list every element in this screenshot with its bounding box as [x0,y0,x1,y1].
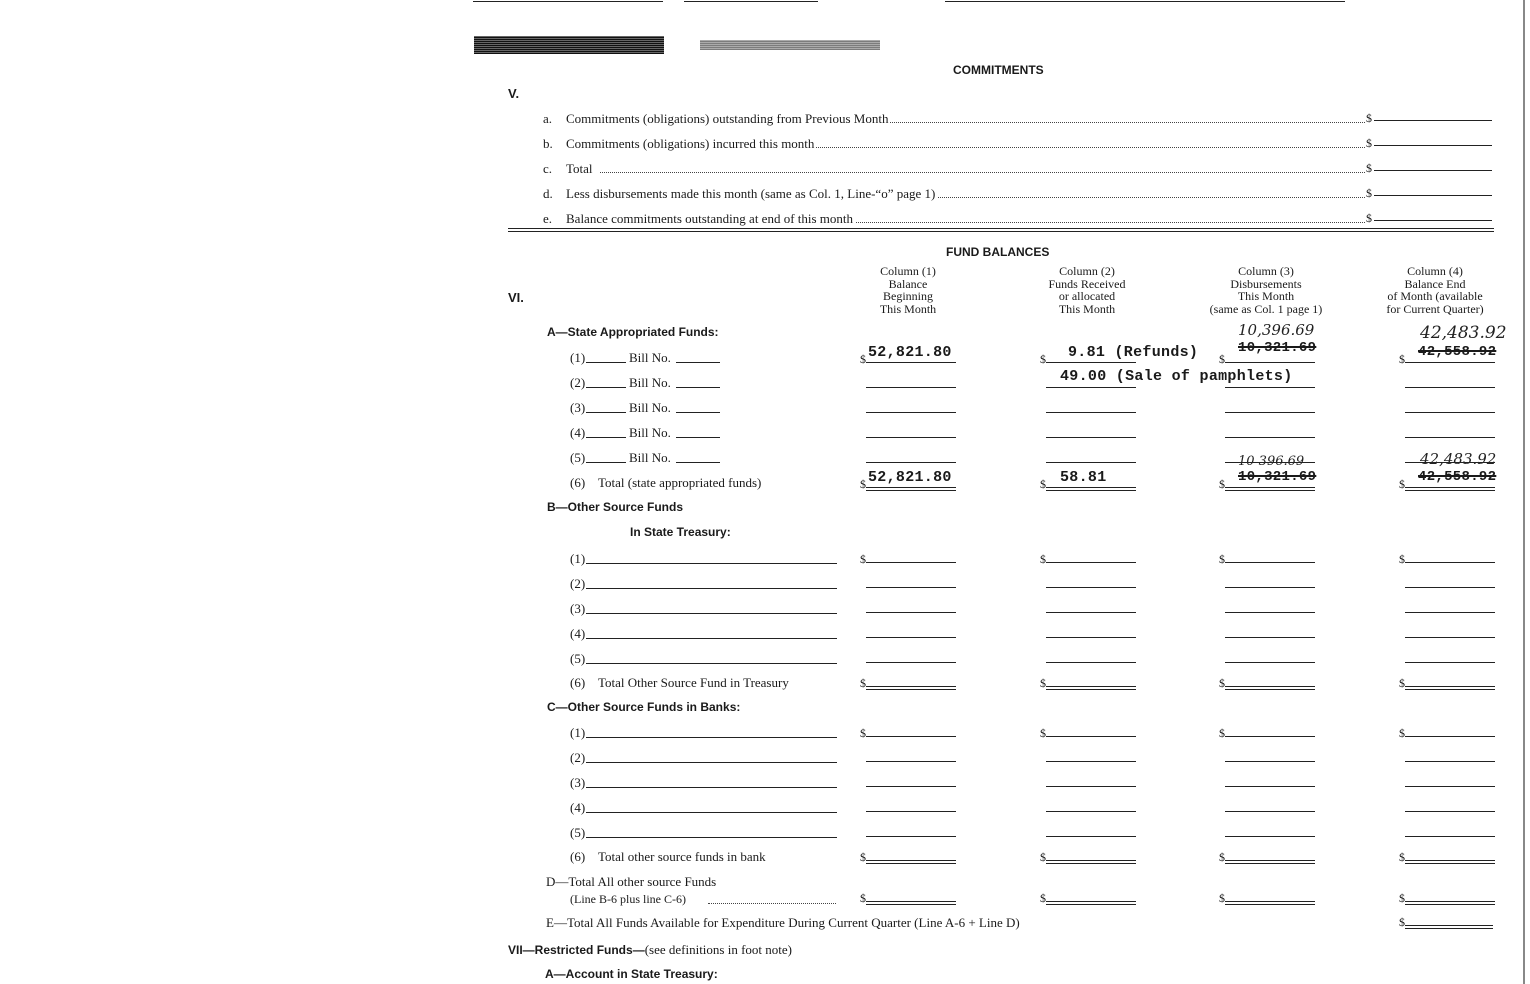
column-3-amount-field[interactable] [1225,686,1315,687]
a1-col1-value: 52,821.80 [868,344,952,361]
column-3-amount-field[interactable] [1225,487,1315,488]
d-line1: D—Total All other source Funds [546,874,717,889]
currency-sign: $ [1040,477,1046,491]
column-2-amount-field[interactable] [1046,901,1136,902]
column-2-amount-field[interactable] [1046,637,1136,638]
currency-sign: $ [1399,726,1405,740]
column-4-amount-field[interactable] [1405,462,1495,463]
column-2-amount-field[interactable] [1046,437,1136,438]
column-3-amount-field[interactable] [1225,860,1315,861]
bill-blank[interactable] [586,412,626,413]
column-1-amount-field[interactable] [866,662,956,663]
total-double-rule [866,490,956,491]
commitment-amount-field[interactable] [1374,145,1492,146]
bill-no-field[interactable] [676,387,720,388]
bank-source-field[interactable] [586,837,837,838]
bill-no-label: Bill No. [629,450,671,465]
top-rule [473,1,663,2]
bill-no-field[interactable] [676,412,720,413]
a1-col4-handwritten: 42,483.92 [1420,323,1507,343]
commitment-label: Less disbursements made this month (same as Col. 1, Line-“o” page 1) [566,186,936,201]
column-2-amount-field[interactable] [1046,562,1136,563]
treasury-row-number: (3) [570,601,586,616]
column-3-amount-field[interactable] [1225,587,1315,588]
column-2-amount-field[interactable] [1046,860,1136,861]
currency-sign: $ [860,726,866,740]
column-3-amount-field[interactable] [1225,412,1315,413]
commitment-label: Balance commitments outstanding at end of this month [566,211,854,226]
column-4-amount-field[interactable] [1405,836,1495,837]
column-4-amount-field[interactable] [1405,412,1495,413]
currency-sign: $ [1219,676,1225,690]
column-4-amount-field[interactable] [1405,811,1495,812]
column-3-amount-field[interactable] [1225,387,1315,388]
redaction-bar [700,40,880,50]
a1-col2-value: 9.81 (Refunds) [1068,344,1199,361]
commitment-currency: $ [1366,211,1372,225]
bill-no-label: Bill No. [629,400,671,415]
bill-row-number: (2) [570,375,586,390]
total-double-rule [1225,490,1315,491]
column-2-amount-field[interactable] [1046,362,1136,363]
bill-blank[interactable] [586,387,626,388]
redaction-bar [474,36,664,54]
column-2-amount-field[interactable] [1046,587,1136,588]
bank-row-number: (5) [570,825,586,840]
column-2-amount-field[interactable] [1046,686,1136,687]
bank-row-number: (3) [570,775,586,790]
currency-sign: $ [1399,552,1405,566]
currency-sign: $ [1040,891,1046,905]
column-header-line: Column (4) [1407,264,1463,278]
bill-blank[interactable] [586,362,626,363]
column-1-amount-field[interactable] [866,362,956,363]
currency-sign: $ [1219,352,1225,366]
commitment-letter: b. [543,136,553,151]
in-state-treasury-subtitle: In State Treasury: [630,525,731,539]
column-3-header [1181,265,1351,315]
section-vi-label: VI. [508,290,524,305]
column-4-amount-field[interactable] [1405,901,1495,902]
column-1-amount-field[interactable] [866,412,956,413]
treasury-source-field[interactable] [586,563,837,564]
column-1-amount-field[interactable] [866,437,956,438]
scan-edge [1523,0,1525,984]
column-4-amount-field[interactable] [1405,562,1495,563]
column-header-line: Beginning [883,289,933,303]
bank-row-number: (1) [570,725,586,740]
currency-sign: $ [1040,352,1046,366]
bill-blank[interactable] [586,437,626,438]
column-1-amount-field[interactable] [866,736,956,737]
total-double-rule [1046,904,1136,905]
total-double-rule [866,904,956,905]
currency-sign: $ [1040,676,1046,690]
currency-sign: $ [1399,891,1405,905]
bill-row-number: (5) [570,450,586,465]
column-4-amount-field[interactable] [1405,637,1495,638]
currency-sign: $ [1399,477,1405,491]
a6-col1-value: 52,821.80 [868,469,952,486]
bill-row-number: (1) [570,350,586,365]
treasury-row-number: (2) [570,576,586,591]
column-3-amount-field[interactable] [1225,901,1315,902]
column-3-amount-field[interactable] [1225,637,1315,638]
column-3-amount-field[interactable] [1225,362,1315,363]
bank-source-field[interactable] [586,737,837,738]
column-4-amount-field[interactable] [1405,387,1495,388]
a6-col3-handwritten: 10 396.69 [1238,454,1305,469]
e-line: E—Total All Funds Available for Expenditure During Current Quarter (Line A-6 + Line D) [546,915,1020,930]
treasury-source-field[interactable] [586,663,837,664]
currency-sign: $ [860,891,866,905]
banks-title: C—Other Source Funds in Banks: [547,700,741,714]
bill-no-label: Bill No. [629,350,671,365]
commitment-amount-field[interactable] [1374,195,1492,196]
total-double-rule [1225,689,1315,690]
column-3-amount-field[interactable] [1225,562,1315,563]
bill-blank[interactable] [586,462,626,463]
column-3-amount-field[interactable] [1225,811,1315,812]
column-1-amount-field[interactable] [866,761,956,762]
bill-no-field[interactable] [676,437,720,438]
total-double-rule [1405,863,1495,864]
double-rule [508,231,1494,232]
commitment-amount-field[interactable] [1374,220,1492,221]
commitment-letter: e. [543,211,553,226]
total-double-rule [1046,490,1136,491]
column-header-line: Disbursements [1230,276,1302,291]
currency-sign: $ [1219,552,1225,566]
top-rule [945,1,1345,2]
commitment-amount-field[interactable] [1374,120,1492,121]
column-4-amount-field[interactable] [1405,786,1495,787]
bank-row-number: (4) [570,800,586,815]
column-header-line: This Month [879,301,937,316]
column-2-amount-field[interactable] [1046,736,1136,737]
bill-row-number: (3) [570,400,586,415]
currency-sign: $ [1399,352,1405,366]
currency-sign: $ [860,850,866,864]
total-double-rule [1225,863,1315,864]
column-header-line: This Month [1237,289,1295,303]
column-2-amount-field[interactable] [1046,836,1136,837]
column-1-amount-field[interactable] [866,562,956,563]
column-4-amount-field[interactable] [1405,662,1495,663]
a6-col4-handwritten: 42,483.92 [1420,450,1497,468]
column-header-line: This Month [1058,301,1116,316]
currency-sign: $ [1219,850,1225,864]
commitment-label: Total [566,161,593,176]
total-double-rule [1405,689,1495,690]
b-total-label: Total Other Source Fund in Treasury [598,675,789,690]
a6-col3-struck-value: 10,321.69 [1238,469,1317,485]
currency-sign: $ [1219,726,1225,740]
column-header-line: Balance [888,276,928,291]
column-3-amount-field[interactable] [1225,437,1315,438]
bank-source-field[interactable] [586,812,837,813]
treasury-row-number: (4) [570,626,586,641]
column-2-amount-field[interactable] [1046,761,1136,762]
column-1-amount-field[interactable] [866,686,956,687]
treasury-source-field[interactable] [586,613,837,614]
column-2-amount-field[interactable] [1046,412,1136,413]
commitment-letter: d. [543,186,553,201]
currency-sign: $ [1219,891,1225,905]
a-total-label: Total (state appropriated funds) [598,475,762,490]
bill-no-field[interactable] [676,362,720,363]
total-double-rule [866,863,956,864]
total-double-rule [1405,904,1495,905]
column-4-amount-field[interactable] [1405,761,1495,762]
column-3-amount-field[interactable] [1225,761,1315,762]
treasury-row-number: (5) [570,651,586,666]
treasury-row-number: (1) [570,551,586,566]
bank-source-field[interactable] [586,787,837,788]
column-1-amount-field[interactable] [866,811,956,812]
column-2-amount-field[interactable] [1046,462,1136,463]
commitment-currency: $ [1366,136,1372,150]
currency-sign: $ [860,552,866,566]
commitment-leader [600,172,1365,173]
column-2-header [1002,265,1172,315]
column-4-amount-field[interactable] [1405,437,1495,438]
a1-col4-struck-value: 42,558.92 [1418,344,1497,360]
column-4-amount-field[interactable] [1405,362,1495,363]
b-total-number: (6) [570,675,586,690]
treasury-source-field[interactable] [586,588,837,589]
column-2-amount-field[interactable] [1046,811,1136,812]
column-3-amount-field[interactable] [1225,662,1315,663]
column-2-amount-field[interactable] [1046,662,1136,663]
section-v-label: V. [508,86,520,101]
column-4-amount-field[interactable] [1405,612,1495,613]
column-1-amount-field[interactable] [866,786,956,787]
commitment-letter: a. [543,111,553,126]
section-vii-label [508,942,792,958]
a6-col2-value: 58.81 [1060,469,1107,486]
column-4-amount-field[interactable] [1405,860,1495,861]
column-header-line: Column (1) [880,264,936,278]
column-header-line: of Month (available [1387,289,1483,303]
commitments-title: COMMITMENTS [953,63,1044,77]
column-4-amount-field[interactable] [1405,487,1495,488]
state-appropriated-title: A—State Appropriated Funds: [547,325,719,339]
column-1-amount-field[interactable] [866,860,956,861]
total-double-rule [1046,689,1136,690]
column-2-amount-field[interactable] [1046,487,1136,488]
column-3-amount-field[interactable] [1225,836,1315,837]
c-total-number: (6) [570,849,586,864]
column-2-amount-field[interactable] [1046,387,1136,388]
column-1-amount-field[interactable] [866,387,956,388]
e-total-field[interactable] [1405,925,1493,926]
commitment-amount-field[interactable] [1374,170,1492,171]
column-1-amount-field[interactable] [866,587,956,588]
d-leader [708,903,836,904]
currency-sign: $ [1040,850,1046,864]
c-total-label: Total other source funds in bank [598,849,766,864]
state-treasury-account-title: A—Account in State Treasury: [545,967,718,981]
commitment-currency: $ [1366,186,1372,200]
a6-col4-struck-value: 42,558.92 [1418,469,1497,485]
column-1-amount-field[interactable] [866,487,956,488]
column-3-amount-field[interactable] [1225,462,1315,463]
column-1-header [823,265,993,315]
column-header-line: Column (2) [1059,264,1115,278]
top-rule [684,1,818,2]
column-2-amount-field[interactable] [1046,786,1136,787]
column-4-header [1350,265,1520,315]
column-3-amount-field[interactable] [1225,786,1315,787]
currency-sign: $ [1040,726,1046,740]
currency-sign: $ [860,352,866,366]
column-4-amount-field[interactable] [1405,587,1495,588]
column-header-line: or allocated [1058,289,1116,303]
currency-sign: $ [860,676,866,690]
currency-sign: $ [1040,552,1046,566]
commitment-currency: $ [1366,111,1372,125]
restricted-note: (see definitions in foot note) [644,942,792,957]
fund-balances-title: FUND BALANCES [946,245,1050,259]
bill-no-field[interactable] [676,462,720,463]
total-double-rule [866,689,956,690]
bill-no-label: Bill No. [629,375,671,390]
column-3-amount-field[interactable] [1225,612,1315,613]
bank-source-field[interactable] [586,762,837,763]
total-double-rule [1405,490,1495,491]
restricted-title: —Restricted Funds— [522,943,645,957]
column-header-line: for Current Quarter) [1386,301,1484,316]
commitment-label: Commitments (obligations) incurred this month [566,136,815,151]
double-rule [508,228,1494,229]
column-1-amount-field[interactable] [866,637,956,638]
bank-row-number: (2) [570,750,586,765]
column-1-amount-field[interactable] [866,462,956,463]
column-1-amount-field[interactable] [866,901,956,902]
column-header-line: (same as Col. 1 page 1) [1209,301,1323,316]
section-vii-number: VII [508,943,523,957]
currency-sign: $ [860,477,866,491]
treasury-source-field[interactable] [586,638,837,639]
bill-no-label: Bill No. [629,425,671,440]
currency-sign: $ [1399,850,1405,864]
column-header-line: Balance End [1404,276,1466,291]
column-3-amount-field[interactable] [1225,736,1315,737]
other-source-title: B—Other Source Funds [547,500,684,514]
commitment-label: Commitments (obligations) outstanding from Previous Month [566,111,889,126]
a-total-number: (6) [570,475,586,490]
total-double-rule [1046,863,1136,864]
total-double-rule [1225,904,1315,905]
a2-col2-value: 49.00 (Sale of pamphlets) [1060,368,1293,385]
a1-col3-handwritten: 10,396.69 [1238,321,1315,339]
bill-row-number: (4) [570,425,586,440]
column-2-amount-field[interactable] [1046,612,1136,613]
d-line2: (Line B-6 plus line C-6) [570,892,686,906]
column-4-amount-field[interactable] [1405,686,1495,687]
currency-sign: $ [1219,477,1225,491]
column-1-amount-field[interactable] [866,836,956,837]
total-double-rule [1405,928,1493,929]
currency-sign: $ [1399,915,1405,929]
commitment-letter: c. [543,161,553,176]
commitment-currency: $ [1366,161,1372,175]
column-4-amount-field[interactable] [1405,736,1495,737]
a1-col3-struck-value: 10,321.69 [1238,340,1317,356]
currency-sign: $ [1399,676,1405,690]
column-header-line: Column (3) [1238,264,1294,278]
column-header-line: Funds Received [1048,276,1126,291]
column-1-amount-field[interactable] [866,612,956,613]
